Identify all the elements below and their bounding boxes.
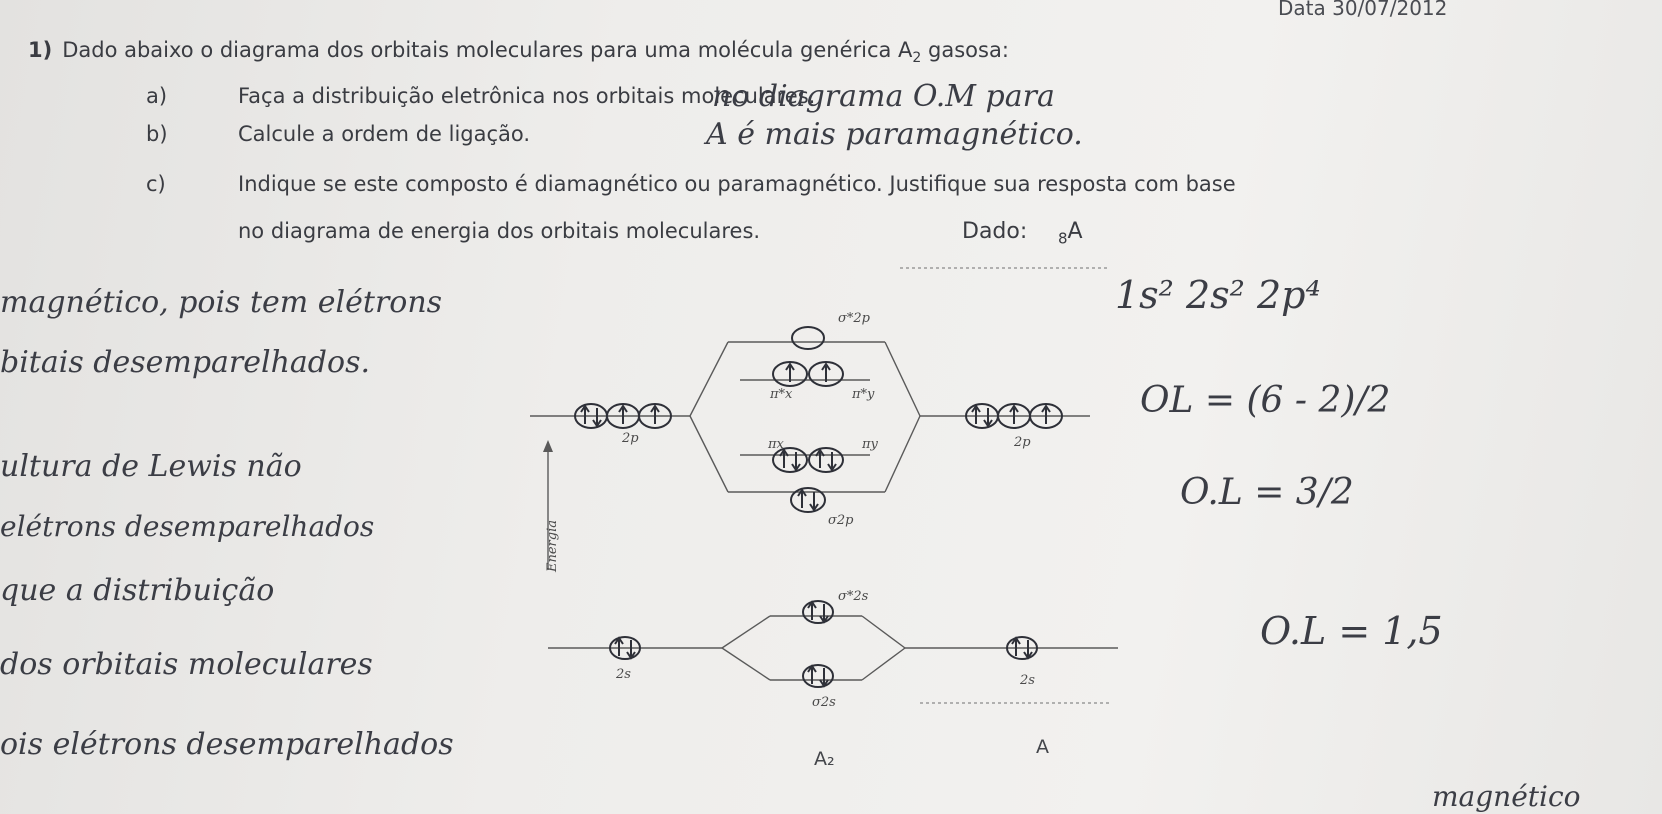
label-energy-axis: Energia: [545, 520, 560, 572]
item-a-text: Faça a distribuição eletrônica nos orbitais moleculares.: [238, 84, 816, 108]
connector: [885, 416, 920, 492]
label-atomic-2p-right: 2p: [1014, 435, 1031, 450]
item-b-text: Calcule a ordem de ligação.: [238, 122, 531, 146]
item-b-label: b): [146, 122, 168, 146]
handwritten-config: 1s² 2s² 2p⁴: [1115, 273, 1321, 317]
electron-arrows: [808, 602, 828, 622]
handwritten-left-7: ois elétrons desemparelhados: [0, 727, 454, 762]
handwritten-ol-1: OL = (6 - 2)/2: [1140, 380, 1391, 421]
element-symbol: A: [1067, 219, 1083, 244]
atomic-number: 8: [1058, 229, 1068, 248]
connector: [862, 616, 905, 648]
connector: [722, 616, 770, 648]
item-c-label: c): [146, 172, 166, 196]
handwritten-left-3: ultura de Lewis não: [0, 449, 302, 484]
item-a-label: a): [146, 84, 168, 108]
orbital-circle: [809, 448, 843, 472]
handwritten-left-6: dos orbitais moleculares: [0, 647, 373, 682]
connector: [690, 416, 728, 492]
handwritten-bottom-right: magnético: [1432, 780, 1581, 813]
label-atomic-2s-right: 2s: [1020, 673, 1035, 688]
orbital-circle: [803, 601, 833, 623]
label-atomic-2s-left: 2s: [616, 667, 631, 682]
label-pi-y: πy: [862, 437, 878, 452]
label-sigma-star-2s: σ*2s: [838, 589, 869, 604]
electron-arrows: [798, 490, 818, 510]
handwritten-line-b: A é mais paramagnético.: [706, 117, 1083, 152]
electron-arrows: [808, 666, 828, 686]
item-c-text: Indique se este composto é diamagnético ou paramagnético. Justifique sua resposta com base: [238, 172, 1236, 196]
handwritten-left-2: bitais desemparelhados.: [0, 345, 371, 380]
question-subscript: 2: [912, 50, 922, 67]
label-sigma-2s: σ2s: [812, 695, 836, 710]
date-text: Data 30/07/2012: [1278, 0, 1448, 20]
question-text: Dado abaixo o diagrama dos orbitais moleculares para uma molécula genérica A: [62, 38, 913, 62]
molecule-label: A₂: [814, 748, 835, 770]
label-sigma-2p: σ2p: [828, 513, 854, 528]
item-c-continuation: no diagrama de energia dos orbitais moleculares.: [238, 219, 761, 243]
question-number: 1): [28, 38, 53, 62]
orbital-circle: [803, 665, 833, 687]
connector: [722, 648, 770, 680]
handwritten-line-a: no diagrama O.M para: [712, 79, 1055, 114]
atom-label: A: [1036, 736, 1049, 758]
connector: [885, 342, 920, 416]
handwritten-left-1: magnético, pois tem elétrons: [0, 285, 443, 320]
handwritten-left-5: que a distribuição: [0, 573, 275, 608]
label-pi-x: πx: [768, 437, 784, 452]
label-sigma-star-2p: σ*2p: [838, 311, 870, 326]
connector: [862, 648, 905, 680]
question-text-end: gasosa:: [921, 38, 1009, 62]
handwritten-left-4: elétrons desemparelhados: [0, 510, 375, 543]
dado-label: Dado:: [962, 219, 1028, 244]
label-pi-star-y: π*y: [852, 387, 875, 402]
connector: [690, 342, 728, 416]
handwritten-ol-3: O.L = 1,5: [1260, 609, 1443, 653]
orbital-circle: [792, 327, 824, 349]
energy-arrow-icon: [543, 440, 553, 452]
handwritten-ol-2: O.L = 3/2: [1180, 472, 1354, 513]
label-atomic-2p-left: 2p: [622, 431, 639, 446]
label-pi-star-x: π*x: [770, 387, 793, 402]
